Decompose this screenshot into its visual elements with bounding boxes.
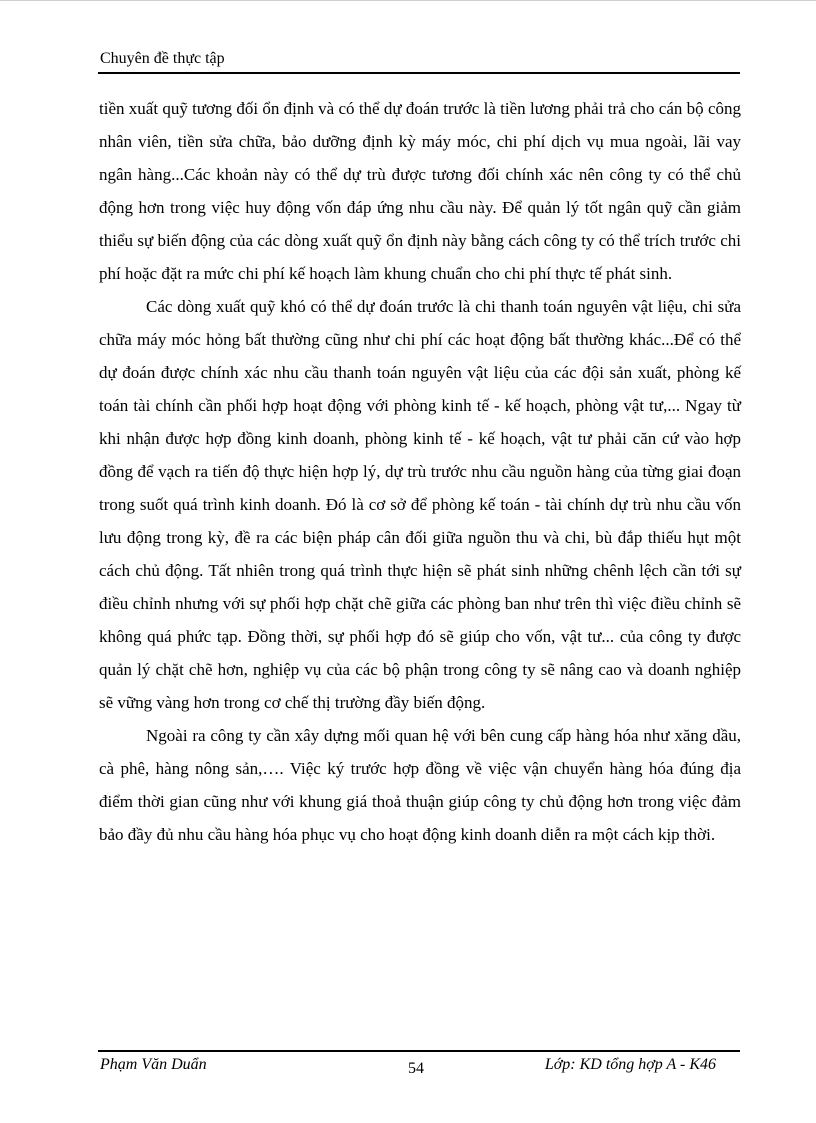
footer-class-label: Lớp: KD tổng hợp A - K46 — [544, 1056, 716, 1073]
paragraph-2: Các dòng xuất quỹ khó có thể dự đoán trước là chi thanh toán nguyên vật liệu, chi sửa chữa máy móc hỏng bất thường cũng như chi phí các hoạt động bất thường khác...Để có thể dự đoán được chính xác nhu cầu thanh toán nguyên vật liệu của các đội sản xuất, phòng kế toán tài chính cần phối hợp hoạt động với phòng kinh tế - kế hoạch, phòng vật tư,... Ngay từ khi nhận được hợp đồng kinh doanh, phòng kinh tế - kế hoạch, vật tư phải căn cứ vào hợp đồng để vạch ra tiến độ thực hiện hợp lý, dự trù trước nhu cầu nguồn hàng của từng giai đoạn trong suốt quá trình kinh doanh. Đó là cơ sở để phòng kế toán - tài chính dự trù nhu cầu vốn lưu động trong kỳ, đề ra các biện pháp cân đối giữa nguồn thu và chi, bù đắp thiếu hụt một cách chủ động. Tất nhiên trong quá trình thực hiện sẽ phát sinh những chênh lệch cần tới sự điều chỉnh nhưng với sự phối hợp chặt chẽ giữa các phòng ban như trên thì việc điều chỉnh sẽ không quá phức tạp. Đồng thời, sự phối hợp đó sẽ giúp cho vốn, vật tư... của công ty được quản lý chặt chẽ hơn, nghiệp vụ của các bộ phận trong công ty sẽ nâng cao và doanh nghiệp sẽ vững vàng hơn trong cơ chế thị trường đầy biến động. — [99, 297, 741, 712]
document-body — [99, 92, 741, 851]
page-edge — [0, 0, 816, 1]
paragraph-3: Ngoài ra công ty cần xây dựng mối quan hệ với bên cung cấp hàng hóa như xăng dầu, cà phê, hàng nông sản,…. Việc ký trước hợp đồng về việc vận chuyển hàng hóa đúng địa điểm thời gian cũng như với khung giá thoả thuận giúp công ty chủ động hơn trong việc đảm bảo đầy đủ nhu cầu hàng hóa phục vụ cho hoạt động kinh doanh diễn ra một cách kịp thời. — [99, 726, 741, 844]
paragraph-1: tiền xuất quỹ tương đối ổn định và có thể dự đoán trước là tiền lương phải trả cho cán bộ công nhân viên, tiền sửa chữa, bảo dưỡng định kỳ máy móc, chi phí dịch vụ mua ngoài, lãi vay ngân hàng...Các khoản này có thể dự trù được tương đối chính xác nên công ty có thể chủ động hơn trong việc huy động vốn đáp ứng nhu cầu này. Để quản lý tốt ngân quỹ cần giảm thiểu sự biến động của các dòng xuất quỹ ổn định này bằng cách công ty có thể trích trước chi phí hoặc đặt ra mức chi phí kế hoạch làm khung chuẩn cho chi phí thực tế phát sinh. — [99, 99, 741, 283]
header-title: Chuyên đề thực tập — [100, 50, 225, 67]
page-number: 54 — [408, 1060, 424, 1077]
footer-author: Phạm Văn Duẩn — [100, 1056, 207, 1073]
page-footer — [98, 1050, 740, 1082]
page-header — [98, 48, 740, 74]
